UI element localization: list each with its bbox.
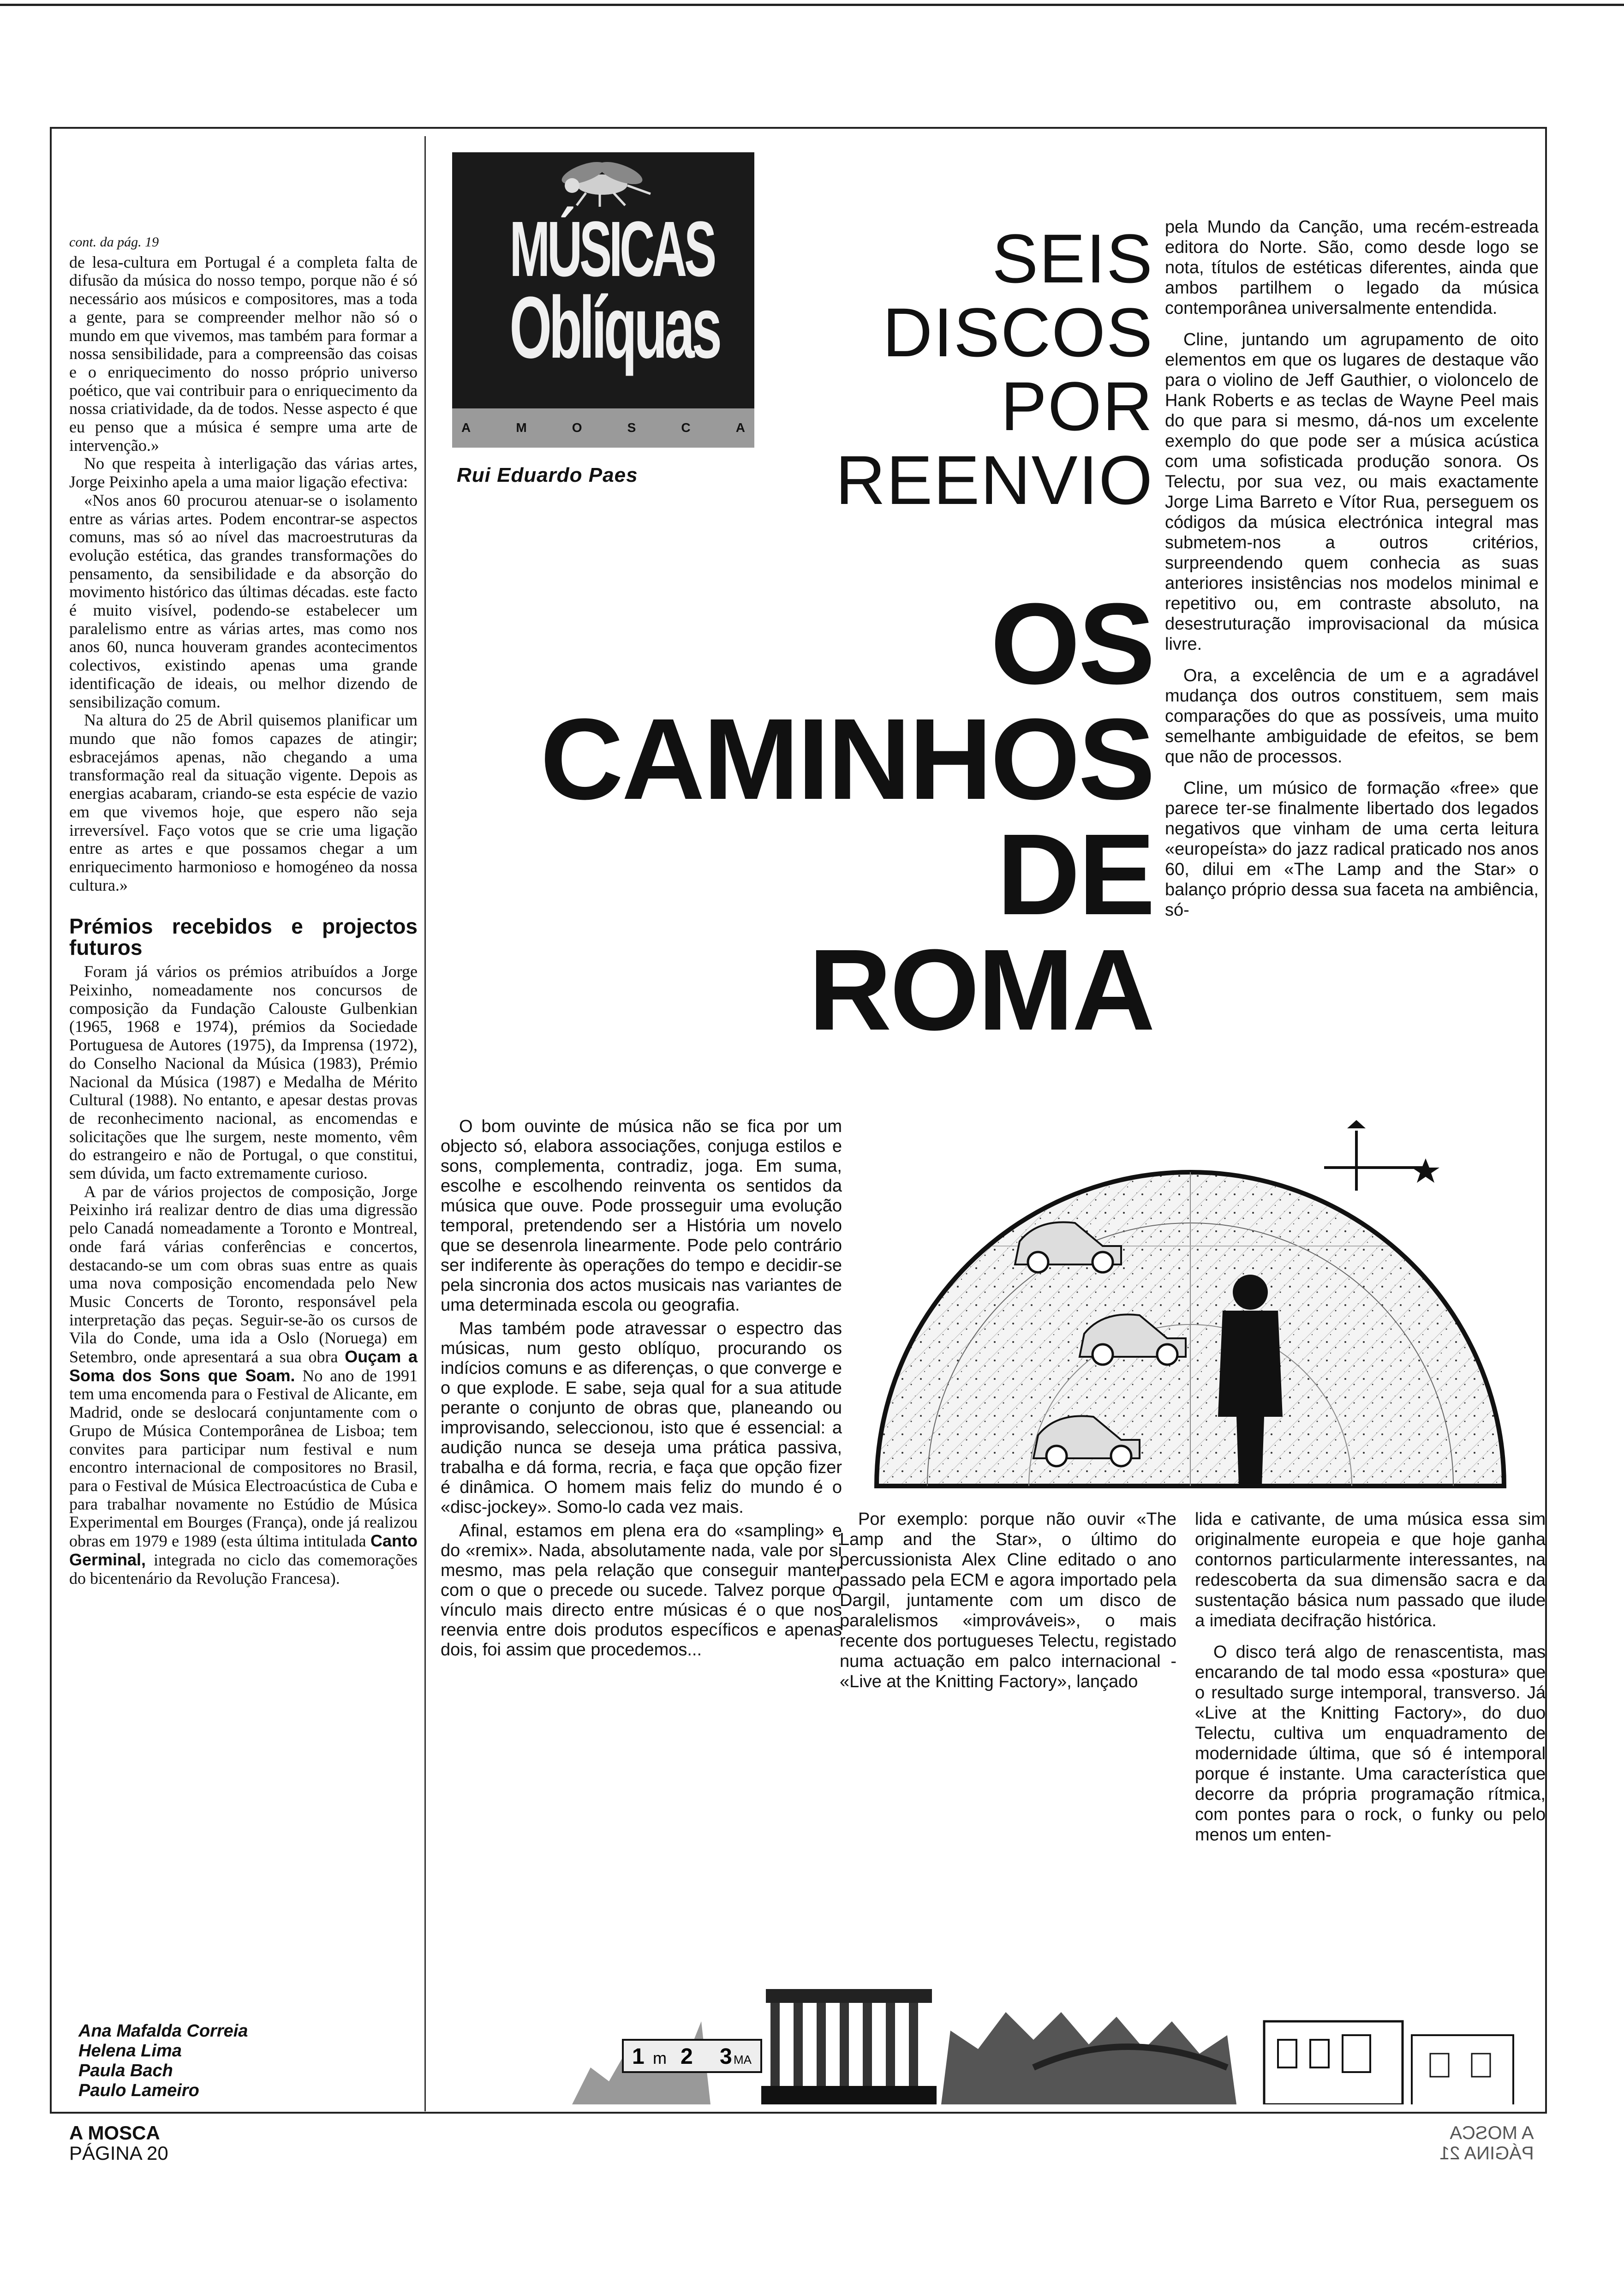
right-paragraph: Cline, juntando um agrupamento de oito elementos em que os lugares de destaque vão para o violino de Jeff Gauthier, o violoncelo de Hank Roberts e as teclas de Wayne Peel mais do que para si mesmo, dá-nos um excelente exemplo do que pode ser a música acústica com uma sofisticada produção sonora. Os Telectu, por sua vez, ou mais exactamente Jorge Lima Barreto e Vítor Rua, perseguem os códigos da música electrónica integral mas submetem-nos a outros critérios, surpreendendo quem conhecia as suas anteriores insistências nos modelos minimal e repetitivo ou, em contraste absoluto, na desestruturação improvisacional da música livre. [1165, 330, 1539, 654]
left-paragraph: Na altura do 25 de Abril quisemos planificar um mundo que não fomos capazes de atingir; esbracejámos apenas, não chegando a uma transformação real da situação vigente. Depois as energias acabaram, criando-se esta espécie de vazio em que vivemos hoje, que espero não seja irreversível. Faço votos que se crie uma ligação entre as artes e que possamos chegar a um enriquecimento harmonioso e homogéneo da nossa cultura.» [69, 711, 418, 894]
publication-name: A MOSCA [69, 2122, 160, 2144]
middle-paragraph: O bom ouvinte de música não se fica por um objecto só, elabora associações, conjuga estilos e sons, complementa, contradiz, joga. Em suma, escolhe e escolhendo reinventa os sentidos da música que ouve. Pode prosseguir uma evolução temporal, pretendendo ser a História um novelo que se desenrola linearmente. Pode pelo contrário ser indiferente às operações do tempo e decidir-se pela sincronia dos actos musicais nas variantes de uma determinada escola ou geografia. [441, 1117, 842, 1315]
kicker-line: POR [1000, 367, 1153, 445]
band-letter: O [572, 420, 582, 435]
credit-name: Paula Bach [78, 2061, 173, 2080]
logo-band [452, 408, 754, 448]
headline-line: OS [990, 579, 1153, 708]
kicker-line: DISCOS [882, 294, 1153, 371]
page-number: PÁGINA 20 [69, 2142, 168, 2164]
right-paragraph: Cline, um músico de formação «free» que parece ter-se finalmente libertado dos legados negativos que vinham de uma certa leitura «europeísta» do jazz radical praticado nos anos 60, dilui em «The Lamp and the Star» o balanço próprio dessa sua faceta na ambiência, só- [1165, 779, 1539, 920]
credits [78, 2021, 248, 2101]
middle-paragraph: Afinal, estamos em plena era do «sampling» e do «remix». Nada, absolutamente nada, vale por si mesmo, mas pela relação que conseguir manter com o que o precede ou sucede. Talvez porque o vínculo mais directo entre músicas é o que nos reenvia entre dois produtos específicos e apenas dois, foi assim que procedemos... [441, 1521, 842, 1660]
middle-paragraph: Mas também pode atravessar o espectro das músicas, num gesto oblíquo, procurando os indícios comuns e as diferenças, o que converge e o que explode. E sabe, seja qual for a sua atitude perante o conjunto de obras que, planeando ou improvisando, seleccionou, isto que é essencial: a audição nunca se deseja uma prática passiva, trabalha e dá forma, recria, e faça que opção fizer é dinâmica. O homem mais feliz do mundo é o «disc-jockey». Somo-lo cada vez mais. [441, 1319, 842, 1517]
credit-name: Paulo Lameiro [78, 2081, 199, 2100]
text-run: No ano de 1991 tem uma encomenda para o Festival de Alicante, em Madrid, onde se deslocará conjuntamente com o Grupo de Música Contemporânea de Lisboa; tem convites para participar num festival e num encontro internacional de compositores no Brasil, para o Festival de Música Electroacústica de Cuba e para trabalhar novamente no Estúdio de Música Experimental em Bourges (França), onde já realizou obras em 1979 e 1989 (esta última intitulada [69, 1366, 418, 1551]
lower-right-column [1195, 1509, 1546, 1856]
section-heading: Prémios recebidos e projectos futuros [69, 914, 418, 960]
band-letter: M [516, 420, 527, 435]
left-column [69, 233, 418, 1588]
work-title: Canto Germinal, [69, 1531, 418, 1569]
lower-paragraph: O disco terá algo de renascentista, mas encarando de tal modo essa «postura» que o resultado surge intemporal, transverso. Já «Live at the Knitting Factory», do duo Telectu, cultiva um enquadramento de modernidade última, que só é intemporal porque é instante. Uma característica que decorre da própria programação rítmica, com pontes para o rock, o funky ou pelo menos um enten- [1195, 1642, 1546, 1845]
headline-line: CAMINHOS [540, 695, 1153, 823]
right-paragraph: Ora, a excelência de um e a agradável mudança dos outros constituem, sem mais comparações do que as possíveis, uma muito semelhante ambiguidade de efeitos, se bem que não de processos. [1165, 666, 1539, 767]
logo-word-1: MÚSICAS [509, 205, 714, 293]
kicker-line: SEIS [992, 220, 1153, 297]
section-logo [452, 152, 754, 448]
column-divider [424, 136, 426, 2111]
right-column [1165, 217, 1539, 931]
lower-paragraph: lida e cativante, de uma música essa sim originalmente europeia e que hoje ganha contornos particularmente interessantes, na redescoberta da sua dimensão sacra e da sustentação básica num passado que ilude a imediata decifração histórica. [1195, 1510, 1546, 1630]
band-letter: S [627, 420, 636, 435]
ruler-label: 1 [632, 2044, 645, 2069]
band-letter: C [681, 420, 691, 435]
footer-left [69, 2123, 168, 2163]
main-headline [471, 579, 1153, 1054]
left-paragraph-last [69, 1183, 418, 1588]
left-paragraph: «Nos anos 60 procurou atenuar-se o isolamento entre as várias artes. Podem encontrar-se aspectos comuns, mas só ao nível das macroestruturas da evolução estética, das grandes transformações do pensamento, da sensibilidade e da absorção do movimento histórico das últimas décadas. este facto é muito visível, podendo-se estabelecer um paralelismo entre as várias artes, mas como nos anos 60, nunca houveram grandes acontecimentos colectivos, existindo apenas uma grande identificação de ideais, ou melhor dizendo de sensibilização comum. [69, 491, 418, 711]
work-title: Ouçam a Soma dos Sons que Soam. [69, 1347, 418, 1385]
continued-note: cont. da pág. 19 [69, 234, 159, 250]
top-rule [0, 4, 1624, 6]
logo-word-2: Oblíquas [509, 279, 719, 377]
ruler-label: MA [734, 2053, 752, 2067]
lower-paragraph: Por exemplo: porque não ouvir «The Lamp and the Star», o último do percussionista Alex Cline editado o ano passado pela ECM e agora importado pela Dargil, juntamente com um disco de paralelismos «improváveis», o mais recente dos portugueses Telectu, registado numa actuação em palco internacional - «Live at the Knitting Factory», lançado [840, 1510, 1176, 1691]
left-paragraph: de lesa-cultura em Portugal é a completa falta de difusão da música do nosso tempo, porque não é só necessário aos músicos e compositores, mas a toda a gente, para se compreender melhor não só o mundo em que vivemos, mas também para formar a nossa sensibilidade, para a compreensão das coisas e o enriquecimento do nosso próprio universo poético, que vai contribuir para o enriquecimento da nossa criatividade, da de todos. Nesse aspecto é que eu penso que a música é sempre uma arte de intervenção.» [69, 252, 418, 455]
headline-line: ROMA [808, 925, 1153, 1054]
left-paragraph: No que respeita à interligação das várias artes, Jorge Peixinho apela a uma maior ligação efectiva: [69, 454, 418, 491]
credit-name: Helena Lima [78, 2041, 182, 2061]
weathervane-icon [1324, 1120, 1439, 1191]
ruler-label: 3 [720, 2044, 732, 2069]
kicker-line: REENVIO [835, 441, 1153, 519]
middle-column [441, 1117, 842, 1664]
star-map-illustration [844, 1117, 1536, 1491]
ruler-label: 2 [681, 2044, 693, 2069]
right-paragraph: pela Mundo da Canção, uma recém-estreada editora do Norte. São, como desde logo se nota, títulos de estéticas diferentes, ainda que ambos partilhem o legado da música contemporânea universalmente entendida. [1165, 217, 1539, 318]
publication-name: A MOSCA [1450, 2123, 1534, 2143]
credit-name: Ana Mafalda Correia [78, 2021, 248, 2041]
kicker-headline [784, 222, 1153, 517]
left-paragraph: Foram já vários os prémios atribuídos a Jorge Peixinho, nomeadamente nos concursos de composição da Fundação Calouste Gulbenkian (1965, 1968 e 1974), prémios da Sociedade Portuguesa de Autores (1975), da Imprensa (1972), do Conselho Nacional da Música (1983), Prémio Nacional da Música (1987) e Medalha de Mérito Cultural (1988). No entanto, e apesar destas provas de reconhecimento nacional, as encomendas e solicitações que lhe surgem, neste momento, vêm do estrangeiro e não de Portugal, o que constitui, sem dúvida, um facto extremamente curioso. [69, 962, 418, 1183]
text-run: integrada no ciclo das comemorações do bicentenário da Revolução Francesa). [69, 1550, 418, 1588]
ruler-label: m [653, 2049, 667, 2067]
footer-right-bleed [1439, 2123, 1534, 2163]
lower-middle-column [840, 1509, 1176, 1703]
band-letter: A [735, 420, 745, 435]
band-letters [461, 420, 745, 435]
headline-line: DE [997, 810, 1153, 939]
fly-icon [540, 157, 664, 208]
author-byline: Rui Eduardo Paes [457, 464, 638, 486]
page-number: PÁGINA 21 [1439, 2143, 1534, 2163]
text-run: A par de vários projectos de composição, Jorge Peixinho irá realizar dentro de dias uma digressão pelo Canadá nomeadamente a Toronto e Montreal, onde fará várias conferências e concertos, destacando-se um com obras suas entre as quais uma nova composição encomendada pelo New Music Concerts de Toronto, responsável pela interpretação das peças. Seguir-se-ão os cursos de Vila do Conde, uma ida a Oslo (Noruega) em Setembro, onde apresentará a sua obra [69, 1182, 418, 1366]
ruler-icon [623, 2040, 761, 2072]
band-letter: A [461, 420, 471, 435]
skyline-illustration [572, 1929, 1527, 2104]
